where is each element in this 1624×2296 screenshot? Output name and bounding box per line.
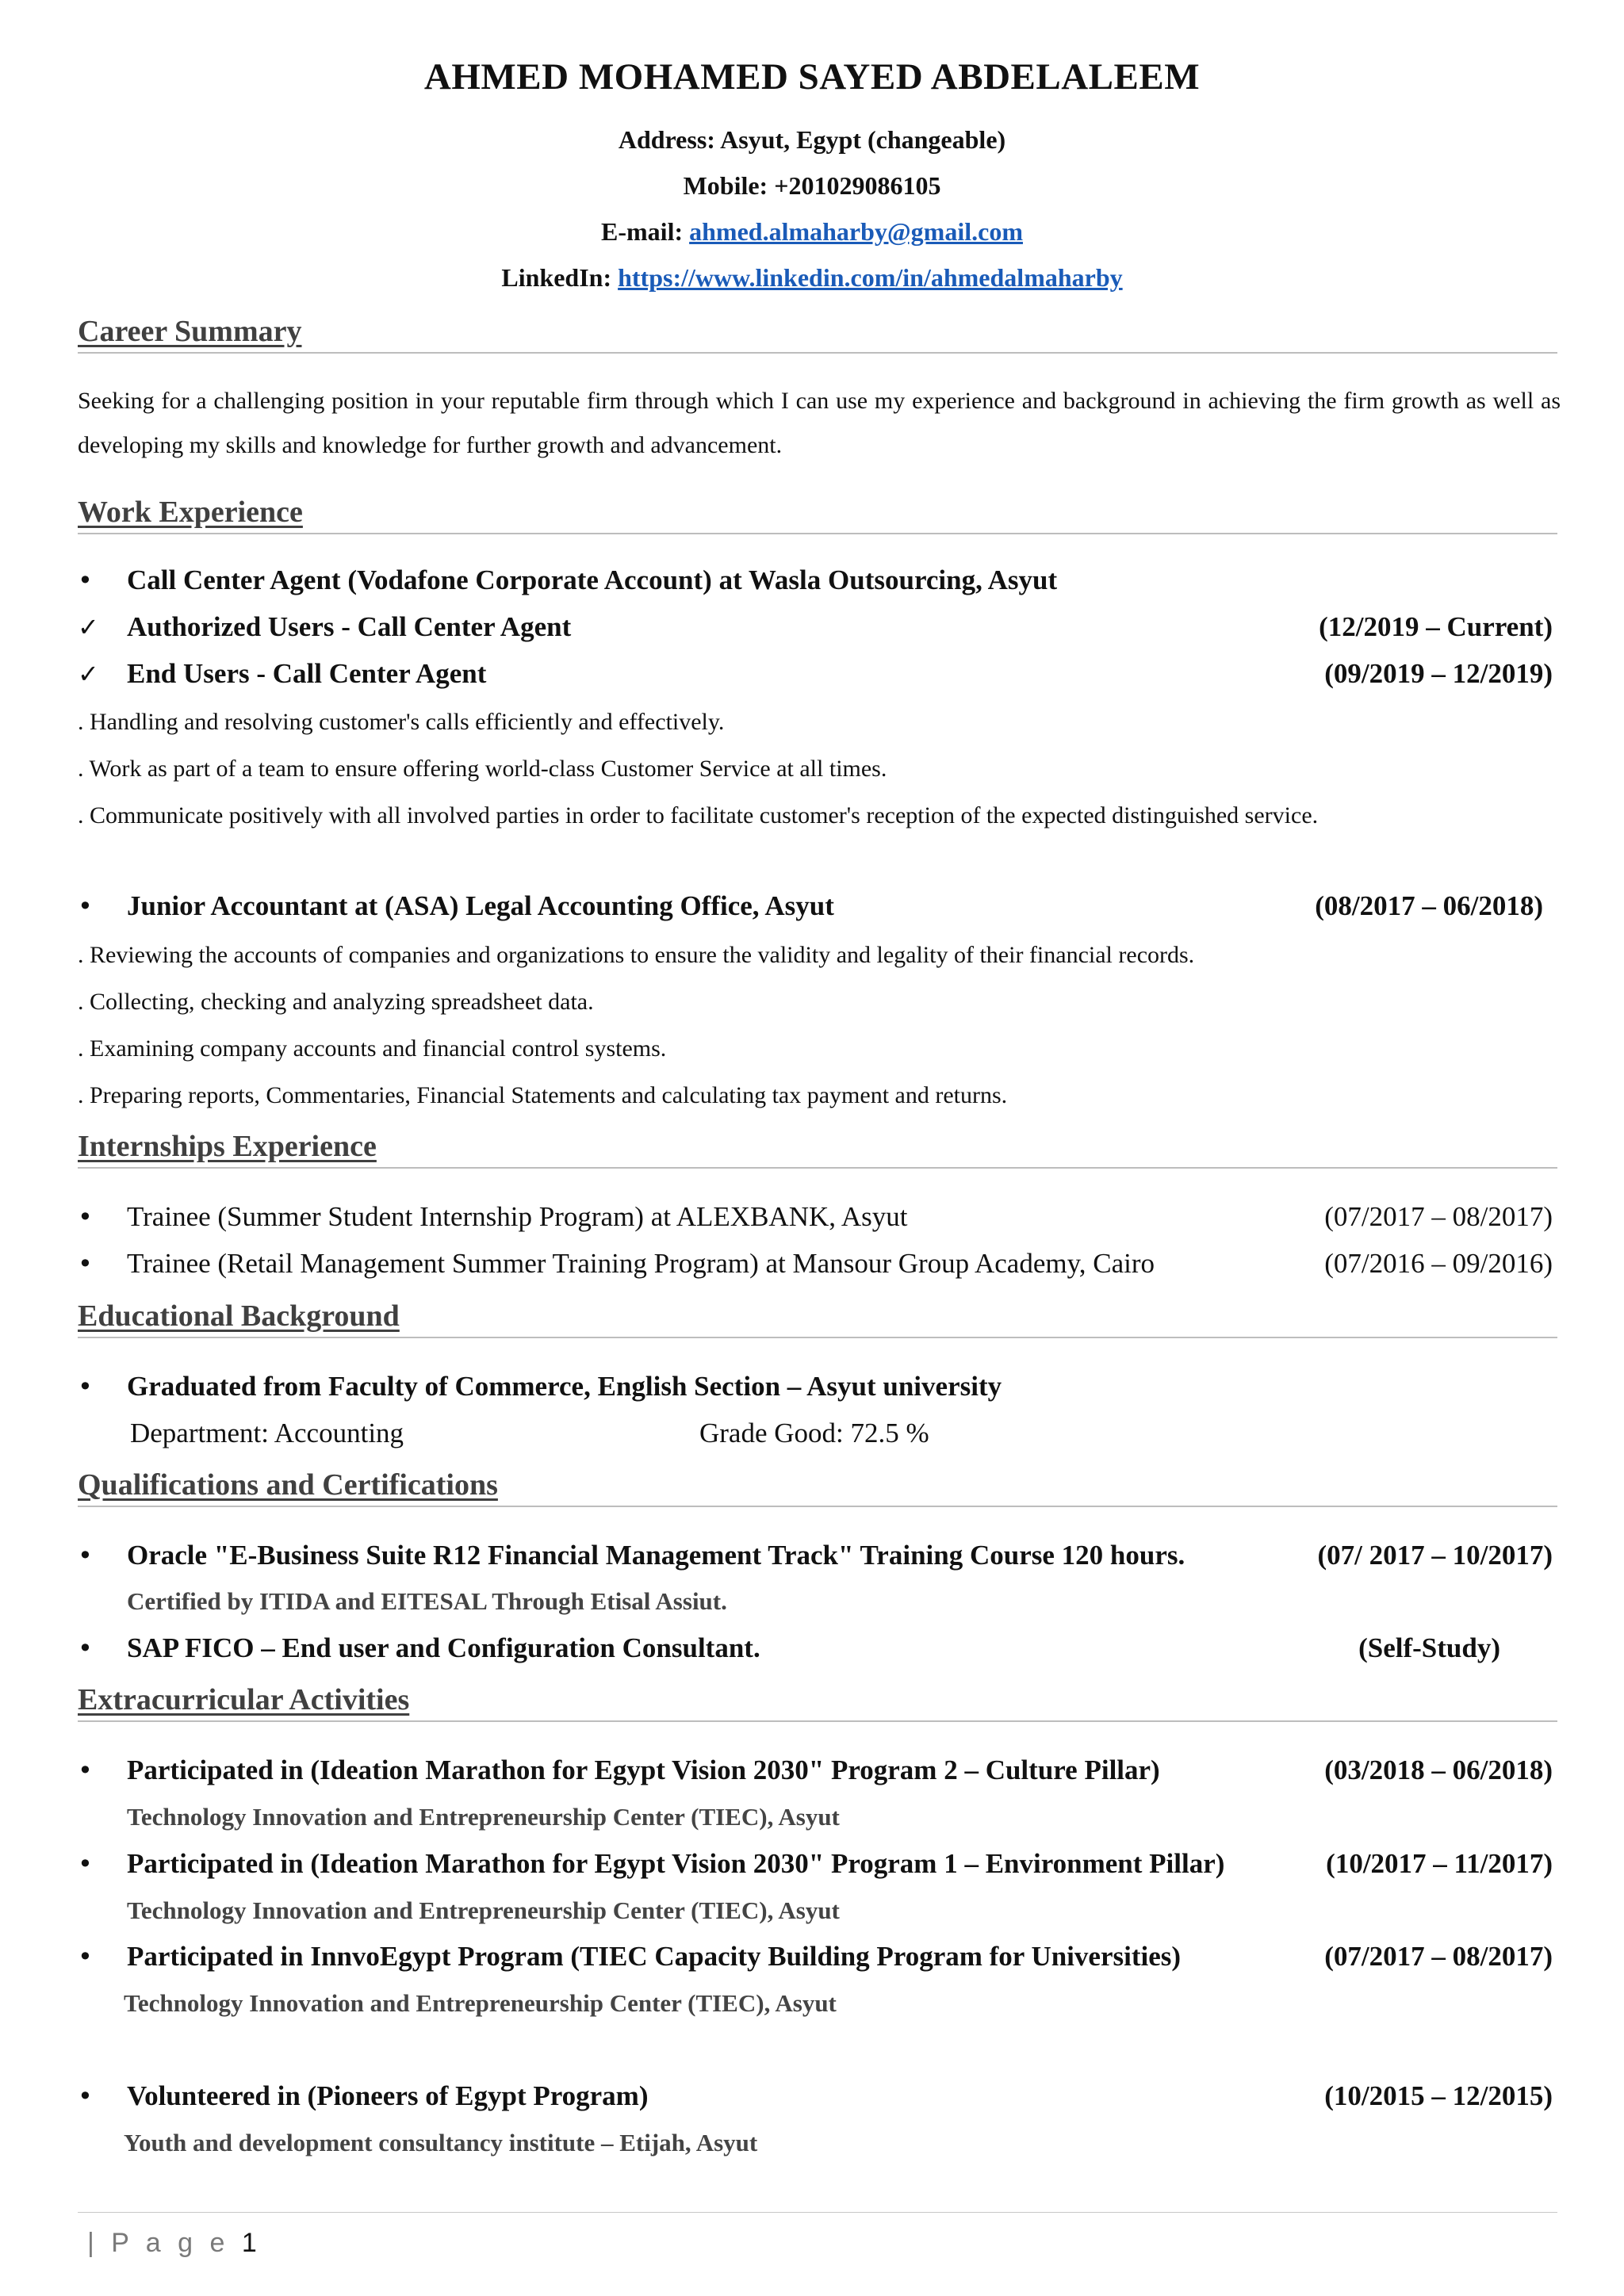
role-dates: (09/2019 – 12/2019) (1324, 658, 1553, 689)
footer-divider (78, 2212, 1557, 2213)
activity-organization: Technology Innovation and Entrepreneurship Center (TIEC), Asyut (124, 1989, 837, 2017)
activity-item (78, 1845, 1553, 1883)
job-dates: (08/2017 – 06/2018) (1315, 890, 1543, 921)
activity-text: Volunteered in (Pioneers of Egypt Program) (127, 2080, 649, 2111)
role-title: End Users - Call Center Agent (127, 658, 487, 689)
section-divider (78, 533, 1557, 534)
section-divider (78, 352, 1557, 354)
internship-text: Trainee (Retail Management Summer Training Program) at Mansour Group Academy, Cairo (127, 1248, 1155, 1279)
job-duty: . Communicate positively with all involved parties in order to facilitate customer's reception of the expected distinguished service. (78, 802, 1319, 828)
section-title-career-summary: Career Summary (78, 315, 302, 348)
bullet-icon: • (78, 1540, 93, 1571)
section-title-education: Educational Background (78, 1299, 400, 1333)
page-number: 1 (241, 2228, 257, 2258)
job-duty: . Collecting, checking and analyzing spreadsheet data. (78, 989, 594, 1015)
activity-organization: Youth and development consultancy institute – Etijah, Asyut (124, 2129, 758, 2156)
internship-dates: (07/2017 – 08/2017) (1324, 1201, 1553, 1232)
career-summary-text: Seeking for a challenging position in your reputable firm through which I can use my experience and background in achieving the firm growth as well as developing my skills and knowledge for further growth and advancement. (78, 388, 1561, 458)
bullet-icon: • (78, 1942, 93, 1972)
address: Address: Asyut, Egypt (changeable) (618, 125, 1006, 154)
linkedin-line (0, 263, 1624, 293)
activity-dates: (10/2015 – 12/2015) (1324, 2080, 1553, 2111)
qualification-item (78, 1536, 1553, 1575)
internship-item (78, 1245, 1553, 1283)
email-label: E-mail: (601, 217, 690, 246)
page-footer (87, 2228, 257, 2259)
job-junior-accountant (78, 887, 1543, 925)
activity-dates: (07/2017 – 08/2017) (1324, 1941, 1553, 1972)
activity-item (78, 1751, 1553, 1789)
qualification-dates: (Self-Study) (1358, 1632, 1500, 1663)
section-title-activities: Extracurricular Activities (78, 1683, 410, 1716)
activity-organization: Technology Innovation and Entrepreneurship Center (TIEC), Asyut (127, 1896, 840, 1924)
bullet-icon: • (78, 565, 93, 595)
checkmark-icon: ✓ (78, 659, 99, 689)
qualification-text: SAP FICO – End user and Configuration Consultant. (127, 1632, 760, 1663)
role-dates: (12/2019 – Current) (1319, 611, 1553, 642)
activity-text: Participated in (Ideation Marathon for Egypt Vision 2030" Program 2 – Culture Pillar) (127, 1755, 1160, 1785)
education-grade: Grade Good: 72.5 % (699, 1418, 929, 1448)
internship-item (78, 1198, 1553, 1236)
activity-dates: (03/2018 – 06/2018) (1324, 1755, 1553, 1785)
qualification-dates: (07/ 2017 – 10/2017) (1317, 1540, 1553, 1571)
job-duty: . Preparing reports, Commentaries, Financial Statements and calculating tax payment and returns. (78, 1082, 1008, 1108)
linkedin-link[interactable]: https://www.linkedin.com/in/ahmedalmaharby (618, 263, 1123, 292)
activity-text: Participated in InnvoEgypt Program (TIEC Capacity Building Program for Universities) (127, 1941, 1182, 1972)
bullet-icon: • (78, 1849, 93, 1879)
email-link[interactable]: ahmed.almaharby@gmail.com (689, 217, 1023, 246)
role-title: Authorized Users - Call Center Agent (127, 611, 572, 642)
education-department: Department: Accounting (130, 1418, 404, 1448)
section-divider (78, 1720, 1557, 1722)
email-line (0, 217, 1624, 247)
bullet-icon: • (78, 1372, 93, 1402)
section-title-qualifications: Qualifications and Certifications (78, 1468, 498, 1502)
mobile: Mobile: +201029086105 (683, 171, 941, 200)
bullet-icon: • (78, 1202, 93, 1232)
activity-item (78, 2077, 1553, 2115)
bullet-icon: • (78, 891, 93, 921)
activity-item (78, 1938, 1553, 1976)
activity-text: Participated in (Ideation Marathon for Egypt Vision 2030" Program 1 – Environment Pillar) (127, 1848, 1225, 1879)
section-title-internships: Internships Experience (78, 1130, 377, 1163)
job-call-center (78, 561, 1553, 599)
section-divider (78, 1337, 1557, 1338)
candidate-name: AHMED MOHAMED SAYED ABDELALEEM (423, 56, 1201, 98)
section-title-work-experience: Work Experience (78, 496, 303, 529)
job-title: Junior Accountant at (ASA) Legal Accounting Office, Asyut (127, 890, 834, 921)
job-duty: . Reviewing the accounts of companies and organizations to ensure the validity and legality of their financial records. (78, 942, 1195, 968)
bullet-icon: • (78, 1249, 93, 1279)
page-label: | P a g e (87, 2228, 242, 2258)
checkmark-icon: ✓ (78, 612, 99, 642)
degree-text: Graduated from Faculty of Commerce, English Section – Asyut university (127, 1371, 1002, 1402)
education-degree (78, 1368, 1553, 1406)
qualification-item (78, 1629, 1500, 1667)
job-duty: . Work as part of a team to ensure offering world-class Customer Service at all times. (78, 756, 887, 782)
role-authorized-users (78, 608, 1553, 646)
linkedin-label: LinkedIn: (501, 263, 619, 292)
bullet-icon: • (78, 1755, 93, 1785)
internship-dates: (07/2016 – 09/2016) (1324, 1248, 1553, 1279)
job-duty: . Handling and resolving customer's calls efficiently and effectively. (78, 709, 725, 735)
bullet-icon: • (78, 1633, 93, 1663)
qualification-text: Oracle "E-Business Suite R12 Financial Management Track" Training Course 120 hours. (127, 1540, 1185, 1571)
job-title: Call Center Agent (Vodafone Corporate Account) at Wasla Outsourcing, Asyut (127, 564, 1058, 595)
activity-organization: Technology Innovation and Entrepreneurship Center (TIEC), Asyut (127, 1803, 840, 1831)
bullet-icon: • (78, 2081, 93, 2111)
section-divider (78, 1506, 1557, 1507)
activity-dates: (10/2017 – 11/2017) (1326, 1848, 1553, 1879)
internship-text: Trainee (Summer Student Internship Program) at ALEXBANK, Asyut (127, 1201, 908, 1232)
section-divider (78, 1167, 1557, 1169)
qualification-issuer: Certified by ITIDA and EITESAL Through Etisal Assiut. (127, 1587, 727, 1615)
job-duty: . Examining company accounts and financial control systems. (78, 1035, 667, 1062)
role-end-users (78, 655, 1553, 693)
